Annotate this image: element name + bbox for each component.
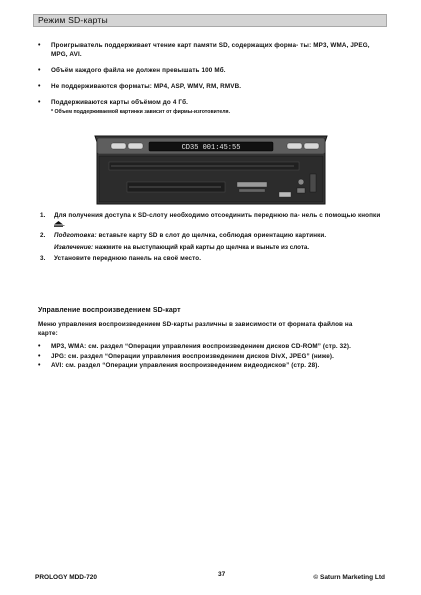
section-intro: Меню управления воспроизведением SD-карты различны в зависимости от формата файлов на карте: [38, 321, 353, 337]
footer-model: PROLOGY MDD-720 [35, 574, 98, 581]
step-label: Подготовка: [54, 232, 97, 240]
head-unit-illustration [89, 132, 333, 206]
bullet-icon: • [38, 67, 41, 74]
section-title: Управление воспроизведением SD-карт [38, 307, 181, 314]
list-item: • Объём каждого файла не должен превышать 100 Мб. [38, 67, 226, 74]
step-note: Извлечение: нажмите на выступающий край карты до щелчка и выньте из слота. [54, 243, 310, 251]
footer-copyright: © Saturn Marketing Ltd [313, 574, 385, 581]
step-number: 2. [40, 232, 46, 240]
list-item: • Проигрыватель поддерживает чтение карт памяти SD, содержащих форма- ты: MP3, WMA, JPEG, MPG, AVI. [38, 42, 370, 58]
step-number: 3. [40, 255, 46, 263]
step-item: 1. Для получения доступа к SD-слоту необходимо отсоединить переднюю па- нель с помощью кнопки . [40, 212, 381, 228]
features-list [38, 41, 388, 116]
list-item: • Не поддерживаются форматы: MP4, ASP, WMV, RM, RMVB. [38, 83, 242, 90]
step-item: 3. Установите переднюю панель на своё место. [40, 255, 202, 263]
bullet-icon: • [38, 352, 41, 360]
steps-list [38, 212, 388, 267]
eject-icon [54, 221, 63, 227]
bullet-icon: • [38, 99, 41, 106]
bullet-icon: • [38, 83, 41, 90]
footnote: * Объем поддерживаемой картинки зависит от фирмы-изготовителя. [51, 109, 231, 115]
step-item: 2. Подготовка: вставьте карту SD в слот до щелчка, соблюдая ориентацию картинки. [40, 232, 327, 240]
note-label: Извлечение: [54, 243, 94, 251]
list-item: • AVI: см. раздел “Операции управления воспроизведением видеодисков” (стр. 28). [38, 362, 320, 370]
list-item: • JPG: см. раздел “Операции управления воспроизведением дисков DivX, JPEG” (ниже). [38, 352, 334, 360]
formats-list [38, 343, 388, 372]
page-number: 37 [218, 571, 226, 578]
bullet-icon: • [38, 343, 41, 350]
bullet-icon: • [38, 362, 41, 370]
list-item: • Поддерживаются карты объёмом до 4 Гб. [38, 99, 189, 106]
device-display-text: CD35 001:45:55 [181, 144, 241, 153]
step-number: 1. [40, 212, 46, 219]
page-footer [35, 571, 385, 584]
section-header-title: Режим SD-карты [38, 15, 108, 25]
section-header [33, 14, 387, 27]
bullet-icon: • [38, 42, 41, 49]
list-item: • MP3, WMA: см. раздел “Операции управления воспроизведением дисков CD-ROM” (стр. 32). [38, 343, 351, 350]
